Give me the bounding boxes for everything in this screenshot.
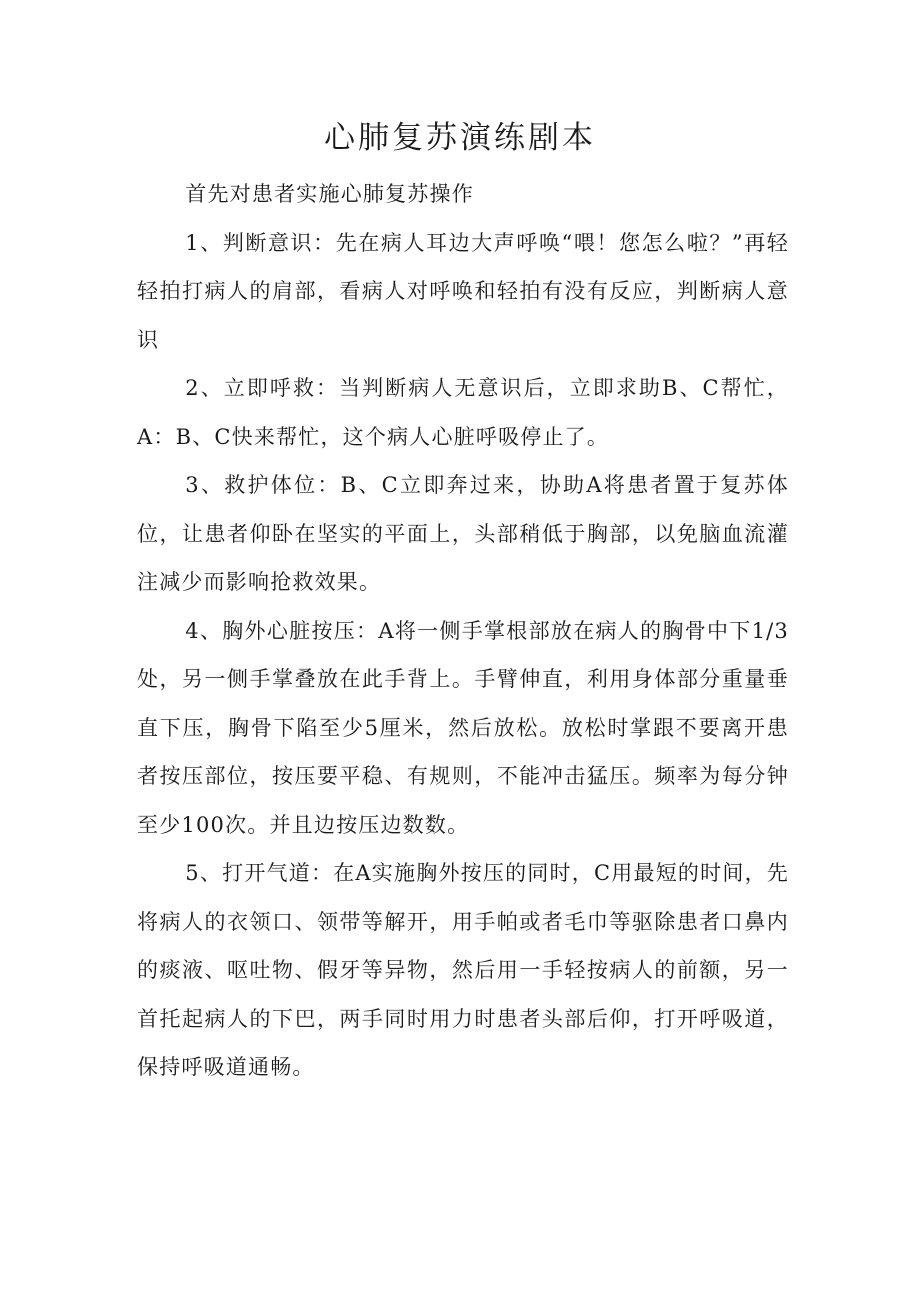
step-paragraph: 5、打开气道：在A实施胸外按压的同时，C用最短的时间，先将病人的衣领口、领带等解开，用手帕或者毛巾等驱除患者口鼻内的痰液、呕吐物、假牙等异物，然后用一手轻按病人的前额，另一首托起病人的下巴，两手同时用力时患者头部后仰，打开呼吸道，保持呼吸道通畅。	[137, 861, 789, 1079]
intro-paragraph: 首先对患者实施心肺复苏操作	[185, 182, 474, 206]
page-title: 心肺复苏演练剧本	[324, 120, 596, 156]
step-paragraph: 2、立即呼救：当判断病人无意识后，立即求助B、C帮忙，A：B、C快来帮忙，这个病人心脏呼吸停止了。	[137, 376, 789, 449]
step-paragraph: 1、判断意识：先在病人耳边大声呼唤“喂！您怎么啦？”再轻轻拍打病人的肩部，看病人对呼唤和轻拍有没有反应，判断病人意识	[137, 230, 789, 352]
step-paragraph: 3、救护体位：B、C立即奔过来，协助A将患者置于复苏体位，让患者仰卧在坚实的平面上，头部稍低于胸部，以免脑血流灌注减少而影响抢救效果。	[137, 473, 789, 594]
document-body	[137, 170, 789, 1092]
step-paragraph: 4、胸外心脏按压：A将一侧手掌根部放在病人的胸骨中下1/3处，另一侧手掌叠放在此手背上。手臂伸直，利用身体部分重量垂直下压，胸骨下陷至少5厘米，然后放松。放松时掌跟不要离开患者按压部位，按压要平稳、有规则，不能冲击猛压。频率为每分钟至少100次。并且边按压边数数。	[137, 618, 789, 837]
